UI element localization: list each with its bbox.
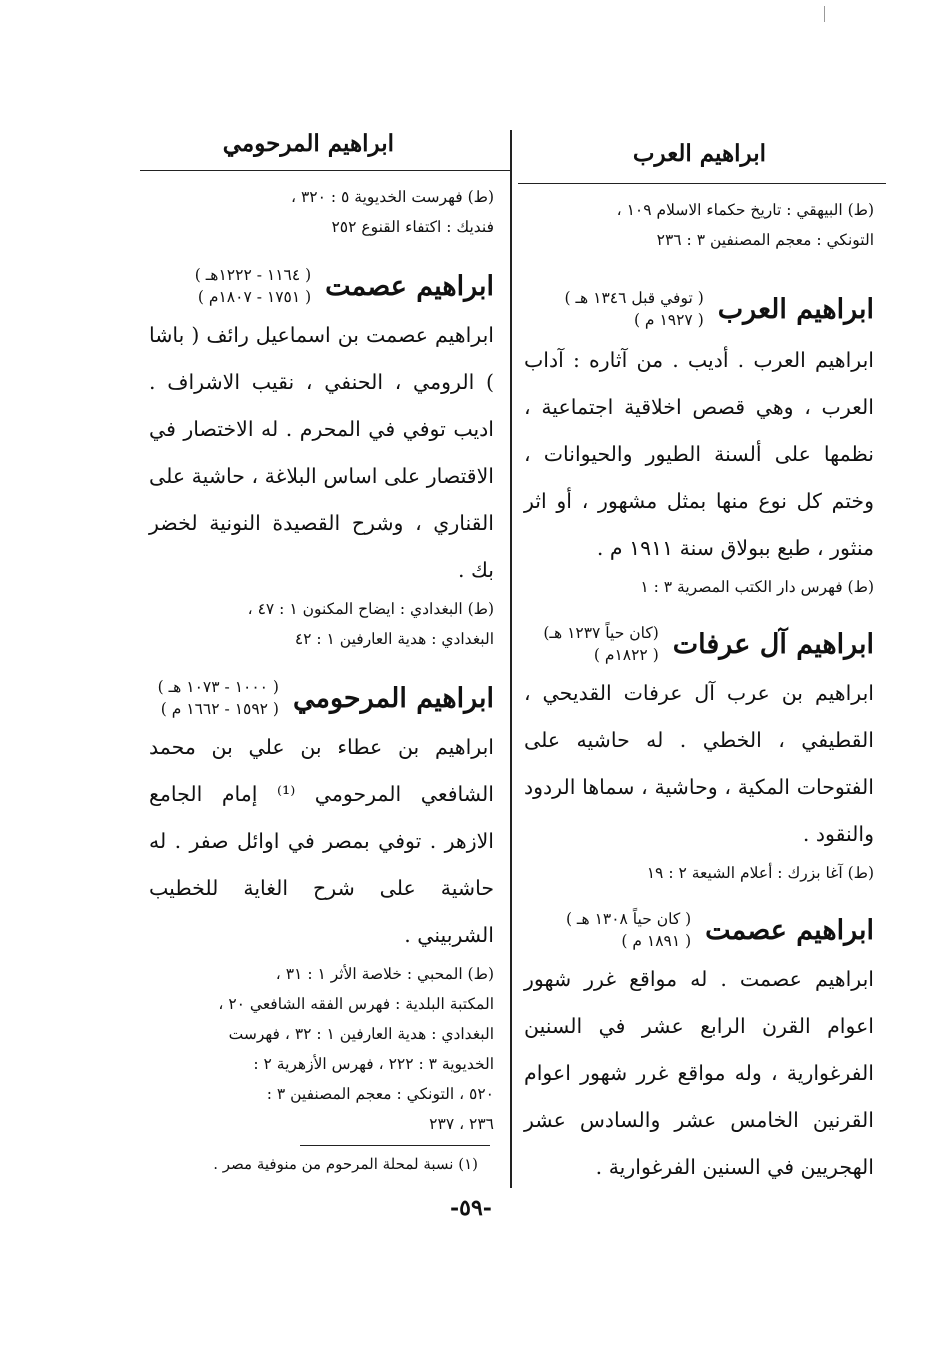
ref-line: التونكي : معجم المصنفين ٣ : ٢٣٦ xyxy=(656,231,874,249)
entry-body: ابراهيم بن عرب آل عرفات القديحي ، القطيفي ، الخطي . له حاشيه على الفتوحات المكية ، وحاشية ، سماها الردود والنقود . xyxy=(524,681,874,846)
entry-name: ابراهيم عصمت xyxy=(325,270,494,302)
entry-heading xyxy=(524,622,874,666)
left-column xyxy=(149,182,494,1139)
ref-line: (ط) البغدادي : ايضاح المكنون ١ : ٤٧ ، xyxy=(247,600,494,618)
ref-line: (ط) فهرس دار الكتب المصرية ٣ : ١ xyxy=(640,578,874,596)
entry-heading xyxy=(149,264,494,308)
entry-name: ابراهيم عصمت xyxy=(705,914,874,946)
entry-body: ابراهيم بن عطاء بن علي بن محمد الشافعي المرحومي ⁽¹⁾ إمام الجامع الازهر . توفي بمصر في اوائل صفر . له حاشية على شرح الغاية للخطيب الشربيني . xyxy=(149,735,494,947)
left-header-rule xyxy=(140,170,512,171)
ref-line: ٥٢٠ ، التونكي : معجم المصنفين ٣ : xyxy=(266,1085,494,1103)
entry-heading xyxy=(524,287,874,331)
ref-line: (ط) آغا بزرك : أعلام الشيعة ٢ : ١٩ xyxy=(646,864,874,882)
entry-body: ابراهيم عصمت بن اسماعيل رائف ( باشا ) الرومي ، الحنفي ، نقيب الاشراف . اديب توفي في المحرم . له الاختصار في الاقتصار على اساس البلاغة ، حاشية على القناري ، وشرح القصيدة النونية لخضر بك . xyxy=(149,323,494,582)
scan-mark xyxy=(824,6,825,22)
ref-line: الخديوية ٣ : ٢٢٢ ، فهرس الأزهرية ٢ : xyxy=(253,1055,494,1073)
left-column-heading: ابراهيم المرحومي xyxy=(222,130,394,157)
ref-line: فنديك : اكتفاء القنوع ٢٥٢ xyxy=(331,218,494,236)
footnote: (١) نسبة لمحلة المرحوم من منوفية مصر . xyxy=(213,1155,478,1173)
entry-heading xyxy=(524,908,874,952)
ref-line: (ط) المحبي : خلاصة الأثر ١ : ٣١ ، xyxy=(275,965,494,983)
entry-name: ابراهيم العرب xyxy=(717,293,874,325)
ref-line: ٢٣٦ ، ٢٣٧ xyxy=(429,1115,494,1133)
entry-dates: ( ١١٦٤ - ١٢٢٢هـ ) ( ١٧٥١ - ١٨٠٧م ) xyxy=(194,266,312,306)
ref-line: البغدادي : هدية العارفين ١ : ٣٢ ، فهرست xyxy=(228,1025,494,1043)
right-header-rule xyxy=(518,183,886,184)
entry-body: ابراهيم عصمت . له مواقع غرر شهور اعوام القرن الرابع عشر في السنين الفرغوارية ، وله مواقع غرر شهور اعوام القرنين الخامس عشر والسادس عشر الهجريين في السنين الفرغوارية . xyxy=(524,967,874,1179)
entry-dates: ( ١٠٠٠ - ١٠٧٣ هـ ) ( ١٥٩٢ - ١٦٦٢ م ) xyxy=(157,678,279,718)
ref-line: البغدادي : هدية العارفين ١ : ٤٢ xyxy=(294,630,494,648)
entry-name: ابراهيم آل عرفات xyxy=(672,628,874,660)
entry-dates: (كان حياً ١٢٣٧ هـ) ( ١٨٢٢م ) xyxy=(543,624,659,664)
entry-dates: ( كان حياً ١٣٠٨ هـ ) ( ١٨٩١ م ) xyxy=(565,910,692,950)
ref-line: المكتبة البلدية : فهرس الفقه الشافعي ٢٠ ، xyxy=(218,995,494,1013)
ref-line: (ط) البيهقي : تاريخ حكماء الاسلام ١٠٩ ، xyxy=(616,201,874,219)
column-divider xyxy=(510,130,512,1188)
ref-line: (ط) فهرست الخديوية ٥ : ٣٢٠ ، xyxy=(291,188,494,206)
right-column xyxy=(524,195,874,1191)
page-number: -٥٩- xyxy=(450,1195,492,1221)
entry-heading xyxy=(149,676,494,720)
entry-body: ابراهيم العرب . أديب . من آثاره : آداب العرب ، وهي قصص اخلاقية اجتماعية ، نظمها على ألسنة الطيور والحيوانات ، وختم كل نوع منها بمثل مشهور ، أو اثر منثور ، طبع ببولاق سنة ١٩١١ م . xyxy=(524,348,874,560)
entry-name: ابراهيم المرحومي xyxy=(292,682,494,714)
entry-dates: ( توفي قبل ١٣٤٦ هـ ) ( ١٩٢٧ م ) xyxy=(564,289,704,329)
footnote-rule xyxy=(300,1145,490,1146)
right-column-heading: ابراهيم العرب xyxy=(632,140,766,167)
